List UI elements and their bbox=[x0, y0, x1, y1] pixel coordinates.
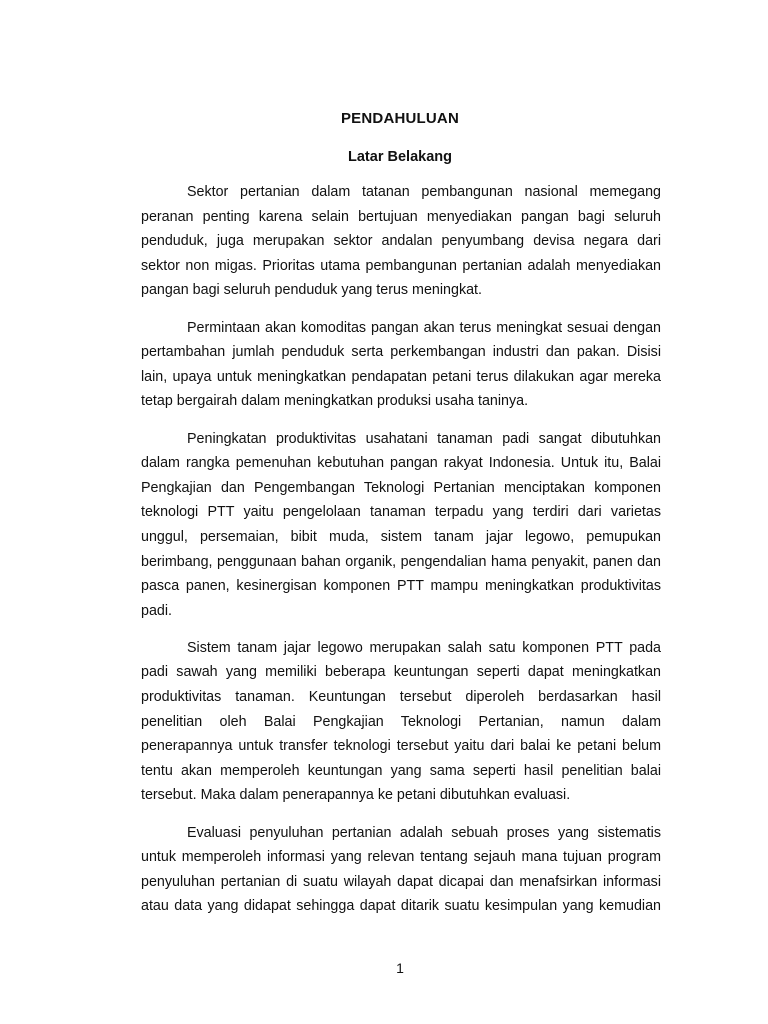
paragraph-3: Peningkatan produktivitas usahatani tanaman padi sangat dibutuhkan dalam rangka pemenuhan kebutuhan pangan rakyat Indonesia. Untuk itu, Balai Pengkajian dan Pengembangan Teknologi Pertanian menciptakan komponen teknologi PTT yaitu pengelolaan tanaman terpadu yang terdiri dari varietas unggul, persemaian, bibit muda, sistem tanam jajar legowo, pemupukan berimbang, penggunaan bahan organik, pengendalian hama penyakit, panen dan pasca panen, kesinergisan komponen PTT mampu meningkatkan produktivitas padi. bbox=[141, 430, 661, 619]
paragraph-5: Evaluasi penyuluhan pertanian adalah sebuah proses yang sistematis untuk memperoleh informasi yang relevan tentang sejauh mana tujuan program penyuluhan pertanian di suatu wilayah dapat dicapai dan menafsirkan informasi atau data yang didapat sehingga dapat ditarik suatu kesimpulan yang kemudian bbox=[141, 824, 661, 915]
page-title: PENDAHULUAN bbox=[340, 110, 460, 127]
paragraph-4: Sistem tanam jajar legowo merupakan salah satu komponen PTT pada padi sawah yang memiliki beberapa keuntungan seperti dapat meningkatkan produktivitas tanaman. Keuntungan tersebut diperoleh berdasarkan hasil penelitian oleh Balai Pengkajian Teknologi Pertanian, namun dalam penerapannya untuk transfer teknologi tersebut yaitu dari balai ke petani belum tentu akan memperoleh keuntungan yang sama seperti hasil penelitian balai tersebut. Maka dalam penerapannya ke petani dibutuhkan evaluasi. bbox=[141, 639, 661, 804]
section-heading: Latar Belakang bbox=[348, 149, 452, 165]
paragraph-2: Permintaan akan komoditas pangan akan terus meningkat sesuai dengan pertambahan jumlah penduduk serta perkembangan industri dan pakan. Disisi lain, upaya untuk meningkatkan pendapatan petani terus dilakukan agar mereka tetap bergairah dalam meningkatkan produksi usaha taninya. bbox=[141, 319, 661, 410]
body-text bbox=[141, 180, 661, 932]
paragraph-1: Sektor pertanian dalam tatanan pembangunan nasional memegang peranan penting karena selain bertujuan menyediakan pangan bagi seluruh penduduk, juga merupakan sektor andalan penyumbang devisa negara dari sektor non migas. Prioritas utama pembangunan pertanian adalah menyediakan pangan bagi seluruh penduduk yang terus meningkat. bbox=[141, 184, 661, 299]
page-number: 1 bbox=[396, 960, 404, 976]
